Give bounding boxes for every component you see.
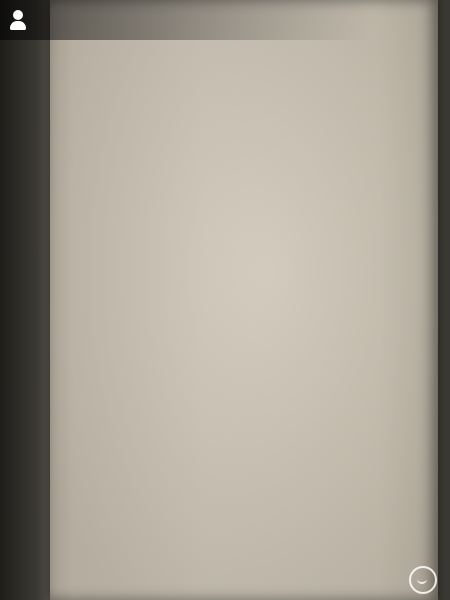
book-page [50,0,438,600]
user-banner[interactable] [0,0,370,40]
user-icon [10,10,26,30]
watermark [409,566,442,594]
smile-logo-icon [409,566,437,594]
book-binding-edge [0,0,52,600]
page-lighting [50,0,438,600]
